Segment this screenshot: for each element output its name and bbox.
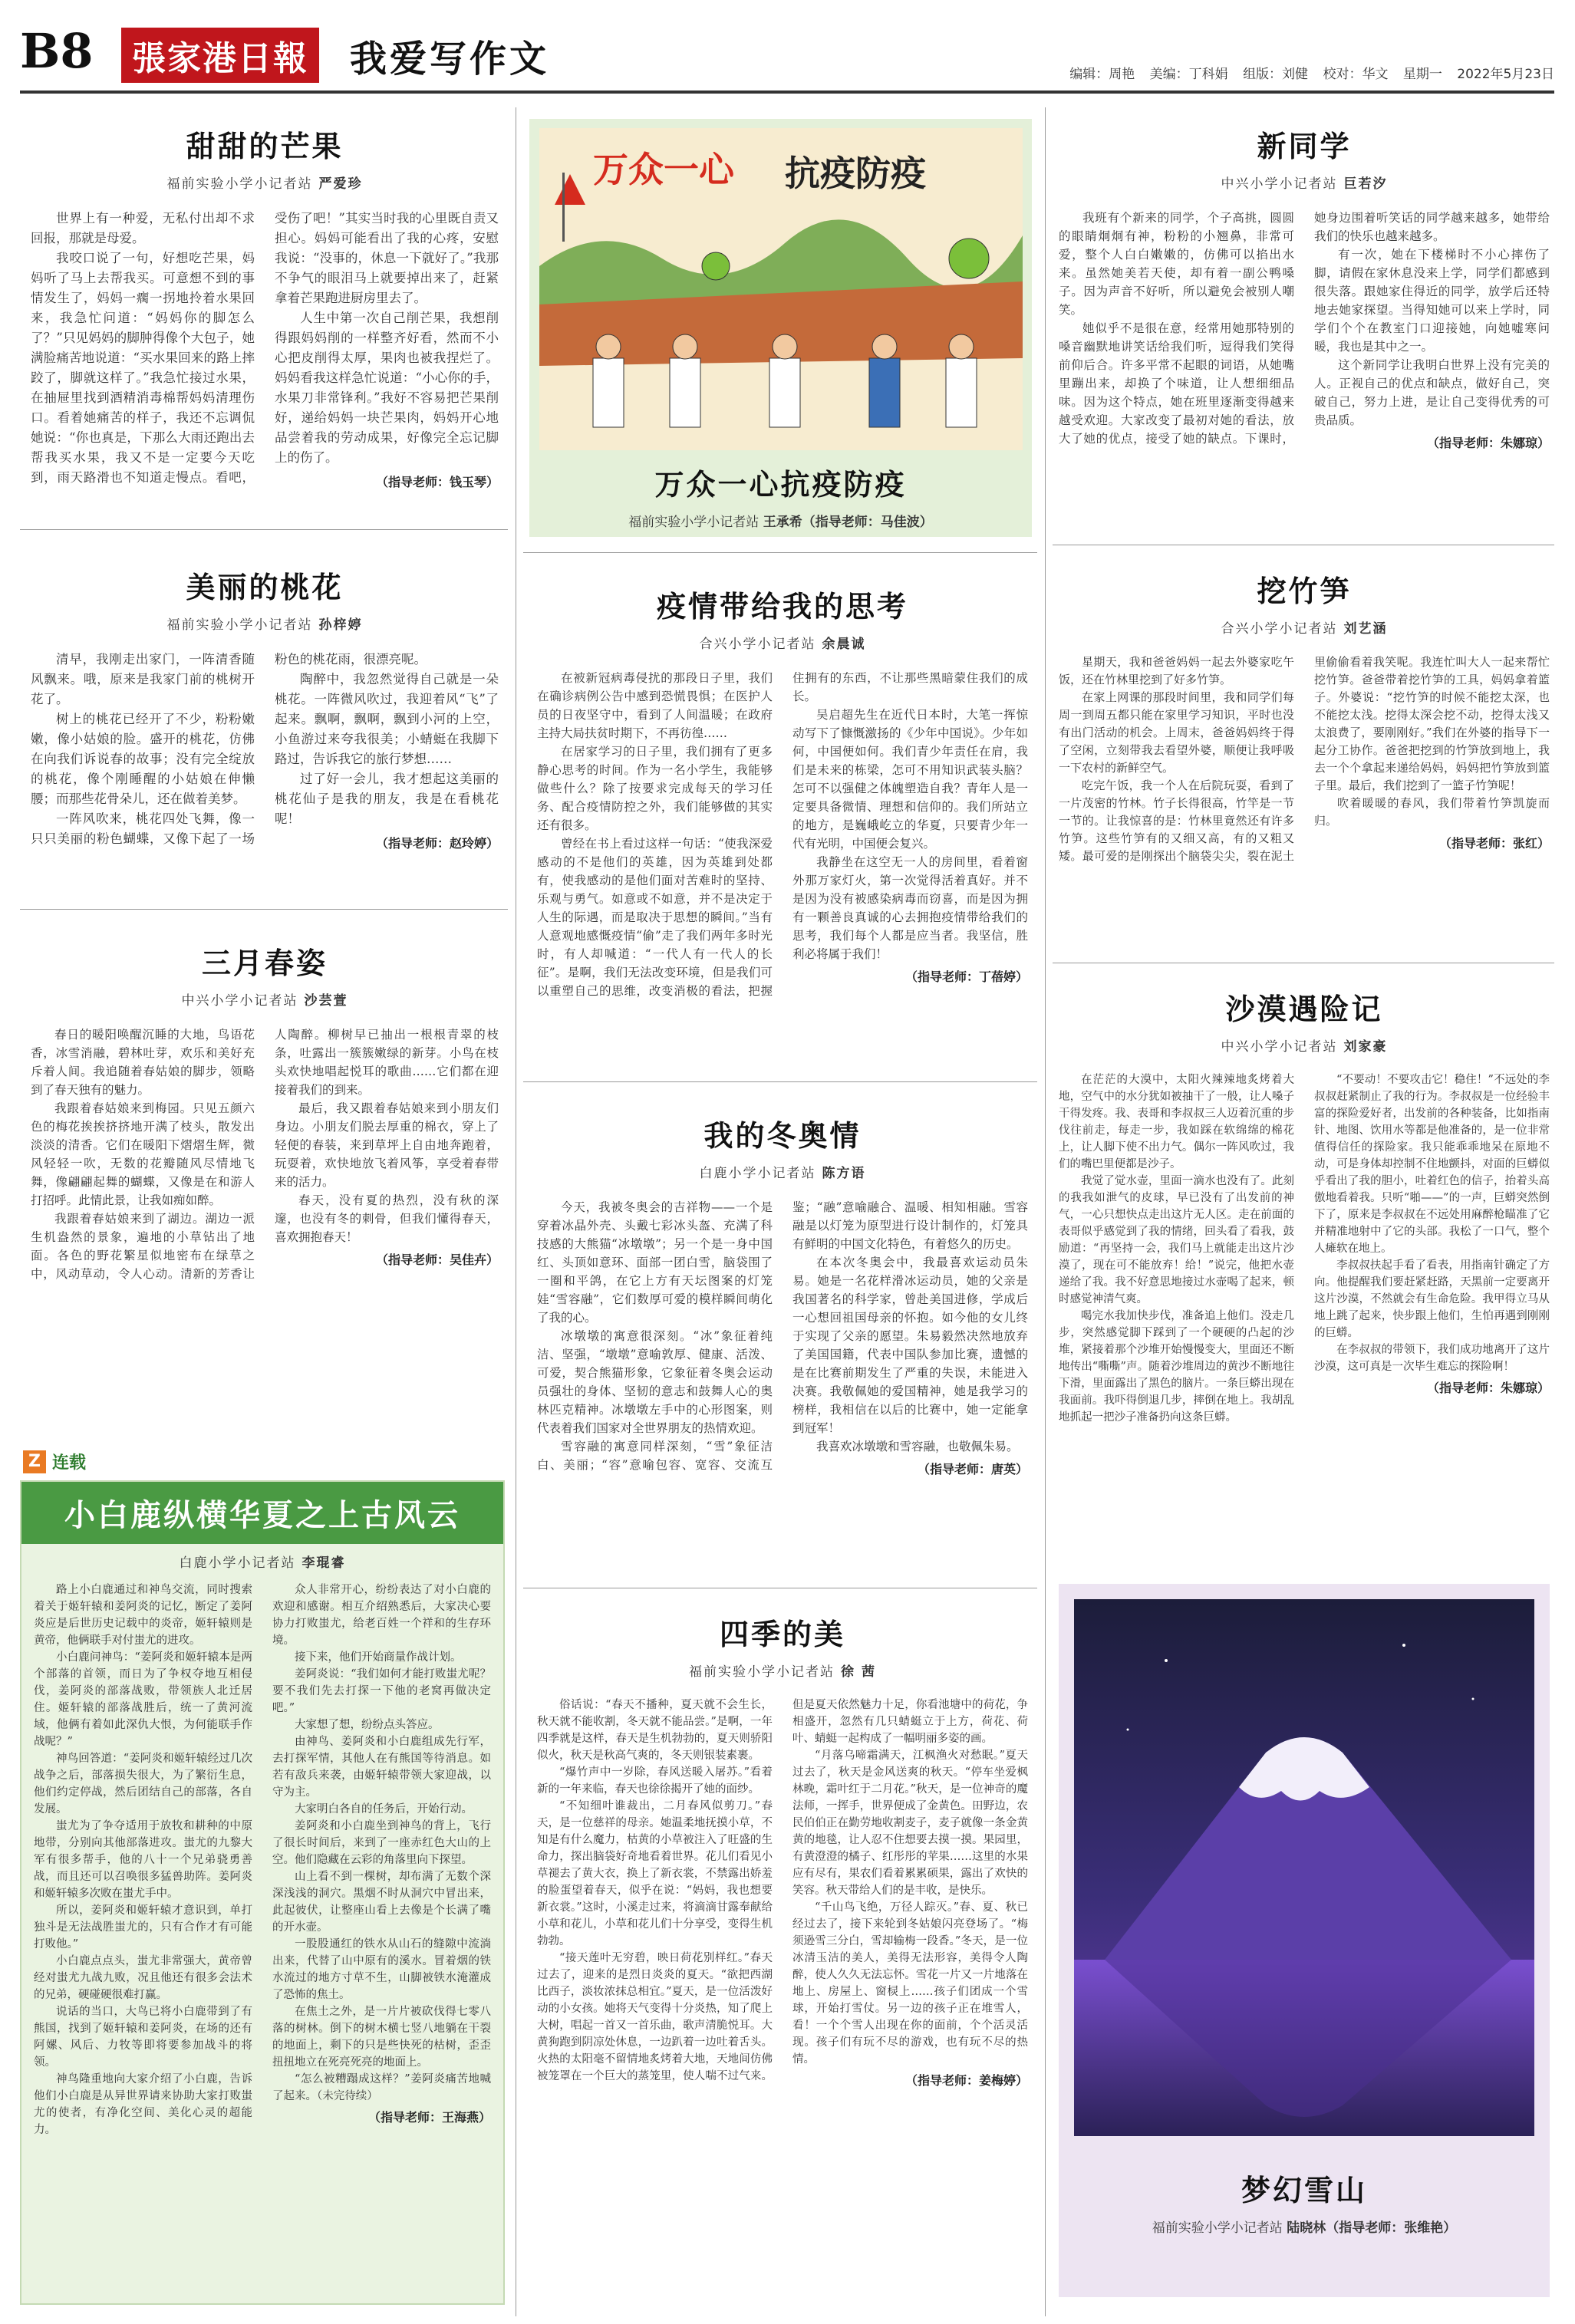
painting-snow-mountain-image xyxy=(1074,1599,1534,2136)
article-classmate xyxy=(1059,123,1550,453)
article-body: 在茫茫的大漠中，太阳火辣辣地炙烤着大地，空气中的水分犹如被抽干了一般，让人嗓子干得发疼。我、表哥和李叔叔三人迈着沉重的步伐往前走，每走一步，我如踩在软绵绵的棉花上，让人脚下使不出力气。偶尔一阵风吹过，我们的嘴巴里便都是沙子。 我觉了觉水壶，里面一滴水也没有了。此刻的我我如泄气的皮球，早已没有了出发前的神气，一心只想快点走出这片无人区。走在前面的表哥似乎感觉到了我的情绪，回头看了看我，鼓励道：“再坚持一会，我们马上就能走出这片沙漠了，现在可不能放弃！给！”说完，他把水壶递给了我。我不好意思地接过水壶喝了起来，顿时感觉神清气爽。 喝完水我加快步伐，准备追上他们。没走几步，突然感觉脚下踩到了一个硬硬的凸起的沙堆，紧接着那个沙堆开始慢慢变大，里面还不断地传出“嘶嘶”声。随着沙堆周边的黄沙不断地往下滑，里面露出了黑色的脑片。一条巨蟒出现在我面前。我吓得倒退几步，摔倒在地上。我胡乱地抓起一把沙子准备扔向这条巨蟒。 “不要动！不要攻击它！稳住！”不远处的李叔叔赶紧制止了我的行为。李叔叔是一位经验丰富的探险爱好者，出发前的各种装备，比如指南针、地图、饮用水等都是他准备的，是一位非常值得信任的探险家。我只能乖乖地呆在原地不动，可是身体却控制不住地颤抖，对面的巨蟒似乎看出了我的胆小，吐着红色的信子，抬着头高傲地看着我。只听“啪——”的一声，巨蟒突然倒下了，原来是李叔叔在不远处用麻醉枪瞄准了它并精准地射中了它的头部。我松了一口气，整个人瘫软在地上。 李叔叔扶起手看了看表，用指南针确定了方向。他提醒我们要赶紧赶路，天黑前一定要离开这片沙漠，不然就会有生命危险。我甲得立马从地上跳了起来，快步跟上他们，生怕再遇到刚刚的巨蟒。 在李叔叔的带领下，我们成功地离开了这片沙漠，这可真是一次毕生难忘的探险啊！ （指导老师：朱娜琼） xyxy=(1059,1074,1550,1424)
header-rule xyxy=(20,91,1554,94)
article-title: 疫情带给我的思考 xyxy=(656,589,908,624)
serial-tag-label: 连载 xyxy=(52,1453,87,1473)
editor: 编辑：周艳 xyxy=(1069,67,1135,82)
issue-date: 2022年5月23日 xyxy=(1457,67,1554,82)
article-byline: 合兴小学小记者站 余晨诚 xyxy=(699,637,866,652)
painting-panel-epidemic xyxy=(529,119,1032,537)
article-title: 三月春姿 xyxy=(201,946,328,980)
teacher-credit: （指导老师：王海燕） xyxy=(367,2110,491,2125)
teacher-credit: （指导老师：朱娜琼） xyxy=(1426,1381,1550,1395)
row-divider xyxy=(20,529,508,530)
proofreader: 校对：华文 xyxy=(1323,67,1389,82)
layout-editor: 组版：刘健 xyxy=(1243,67,1309,82)
row-divider xyxy=(523,552,1037,553)
serial-article xyxy=(20,1480,505,2305)
article-byline: 中兴小学小记者站 巨若汐 xyxy=(1221,176,1388,192)
article-body: 我班有个新来的同学，个子高挑，圆圆的眼睛炯炯有神，粉粉的小翘鼻，非常可爱，整个人白白嫩嫩的，仿佛可以掐出水来。虽然她美若天使，却有着一副公鸭嗓子。因为声音不好听，所以避免会被别人嘲笑。 她似乎不是很在意，经常用她那特别的嗓音幽默地讲笑话给我们听，逗得我们笑得前仰后合。许多平常不起眼的词语，从她嘴里蹦出来，却换了个味道，让人想细细品味。因为这个特点，她在班里逐渐变得越来越受欢迎。大家改变了最初对她的看法，放大了她的优点，接受了她的缺点。下课时，她身边围着听笑话的同学越来越多，她带给我们的快乐也越来越多。 有一次，她在下楼梯时不小心摔伤了脚，请假在家休息没来上学，同学们都感到很失落。跟她家住得近的同学，放学后还特地去她家探望。当得知她可以来上学时，同学们个个在教室门口迎接她，向她嘘寒问暖，我也是其中之一。 这个新同学让我明白世界上没有完美的人。正视自己的优点和缺点，做好自己，突破自己，努力上进，是让自己变得优秀的可贵品质。 （指导老师：朱娜琼） xyxy=(1059,209,1550,453)
editor-credits xyxy=(1059,63,1554,82)
article-body: 清早，我刚走出家门，一阵清香随风飘来。哦，原来是我家门前的桃树开花了。 树上的桃花已经开了不少，粉粉嫩嫩，像小姑娘的脸。盛开的桃花，仿佛在向我们诉说春的故事；没有完全绽放的桃花，像个刚睡醒的小姑娘在伸懒腰；而那些花骨朵儿，还在做着美梦。 一阵风吹来，桃花四处飞舞，像一只只美丽的粉色蝴蝶，又像下起了一场粉色的桃花雨，很漂亮呢。 陶醉中，我忽然觉得自己就是一朵桃花。一阵微风吹过，我迎着风“飞”了起来。飘啊，飘啊，飘到小河的上空，小鱼游过来夸我很美；小蜻蜓在我脚下路过，告诉我它的旅行梦想…… 过了好一会儿，我才想起这美丽的桃花仙子是我的朋友，我是在看桃花呢！ （指导老师：赵玲婷） xyxy=(31,650,499,854)
article-byline: 福前实验小学小记者站 严爱珍 xyxy=(166,176,363,192)
painting-title: 万众一心抗疫防疫 xyxy=(654,467,907,502)
row-divider xyxy=(523,1081,1037,1082)
masthead xyxy=(20,23,1554,84)
article-byline: 中兴小学小记者站 刘家豪 xyxy=(1221,1039,1388,1055)
article-title: 四季的美 xyxy=(719,1617,845,1651)
article-body: 在被新冠病毒侵扰的那段日子里，我们在确诊病例公告中感到恐慌畏惧；在医护人员的日夜坚守中，看到了人间温暖；在政府主持大局扶贫时期下，不再彷徨…… 在居家学习的日子里，我们拥有了更多静心思考的时间。作为一名小学生，我能够做些什么？除了按要求完成每天的学习任务、配合疫情防控之外，我们能够做的其实还有很多。 曾经在书上看过这样一句话：“使我深爱感动的不是他们的英雄，因为英雄到处都有，使我感动的是他们面对苦难时的坚持、乐观与勇气。如意或不如意，并不是决定于人生的际遇，而是取决于思想的瞬间。”当有人意观地感慨疫情“偷”走了我们两年多时光时，有人却喊道：“一代人有一代人的长征”。是啊，我们无法改变环境，但是我们可以重塑自己的思维，改变消极的看法，把握住拥有的东西，不让那些黑暗蒙住我们的成长。 吴启超先生在近代日本时，大笔一挥惊动写下了慷慨激扬的《少年中国说》。少年如何，中国便如何。我们青少年责任在肩，我们是未来的栋梁，怎可不用知识武装头脑？怎可不以强健之体魄塑造自我？青年人是一定要具备微情、理想和信仰的。我们所站立的地方，是巍峨屹立的华夏，只要青少年一代有光明，中国便会复兴。 我静坐在这空无一人的房间里，看着窗外那万家灯火，第一次觉得活着真好。并不是因为没有被感染病毒而窃喜，而是因为拥有一颗善良真诚的心去拥抱疫情带给我们的思考，我们每个人都是应当者。我坚信，胜利必将属于我们！ （指导老师：丁蓓婷） xyxy=(537,671,1028,998)
serial-title: 小白鹿纵横华夏之上古风云 xyxy=(21,1482,503,1544)
article-byline: 白鹿小学小记者站 李琨睿 xyxy=(179,1555,346,1571)
section-title: 我爱写作文 xyxy=(350,38,550,81)
article-epidemic xyxy=(537,583,1028,1000)
article-body: 路上小白鹿通过和神鸟交流，同时搜索着关于姬轩辕和姜阿炎的记忆，断定了姜阿炎应是后世历史记载中的炎帝，姬轩辕则是黄帝，他俩联手对付蚩尤的进攻。 小白鹿问神鸟：“姜阿炎和姬轩辕本是两个部落的首领，而日为了争权夺地互相侵伐，姜阿炎的部落战败，带领族人北迁居住。姬轩辕的部落战胜后，统一了黄河流域，他俩有着如此深仇大恨，为何能联手作战呢？” 神鸟回答道：“姜阿炎和姬轩辕经过几次战争之后，部落损失很大，为了繁衍生息，他们约定停战，然后团结自己的部落，各自发展。 蚩尤为了争夺适用于放牧和耕种的中原地带，分别向其他部落进攻。蚩尤的九黎大军有很多帮手，他的八十一个兄弟骁勇善战，而且还可以召唤很多猛兽助阵。姜阿炎和姬轩辕多次败在蚩尤手中。 所以，姜阿炎和姬轩辕才意识到，单打独斗是无法战胜蚩尤的，只有合作才有可能打败他。” 小白鹿点点头，蚩尤非常强大，黄帝曾经对蚩尤九战九败，况且他还有很多会法术的兄弟，硬碰硬很难打赢。 说话的当口，大鸟已将小白鹿带到了有熊国，找到了姬轩辕和姜阿炎，在场的还有阿嫘、风后、力牧等即将要参加战斗的将领。 神鸟隆重地向大家介绍了小白鹿，告诉他们小白鹿是从异世界请来协助大家打败蚩尤的使者，有净化空间、美化心灵的超能力。 众人非常开心，纷纷表达了对小白鹿的欢迎和感谢。相互介绍熟悉后，大家决心要协力打败蚩尤，给老百姓一个祥和的生存环境。 接下来，他们开始商量作战计划。 姜阿炎说：“我们如何才能打败蚩尤呢？要不我们先去打探一下他的老窝再做决定吧。” 大家想了想，纷纷点头答应。 由神鸟、姜阿炎和小白鹿组成先行军，去打探军情，其他人在有熊国等待消息。如若有敌兵来袭，由姬轩辕带领大家迎战，以守为主。 大家明白各自的任务后，开始行动。 姜阿炎和小白鹿坐到神鸟的背上，飞行了很长时间后，来到了一座赤红色大山的上空。他们隐藏在云彩的角落里向下探望。 山上看不到一棵树，却布满了无数个深深浅浅的洞穴。黑烟不时从洞穴中冒出来，此起彼伏，让整座山看上去像是个长满了嘴的开水壶。 一股股通红的铁水从山石的缝隙中流淌出来，代替了山中原有的溪水。冒着烟的铁水流过的地方寸草不生，山脚被铁水淹灌成了恐怖的焦土。 在焦土之外，是一片片被砍伐得七零八落的树林。倒下的树木横七竖八地躺在干裂的地面上，剩下的只是些快死的枯树，歪歪扭扭地立在死亮死亮的地面上。 “怎么被糟蹋成这样？”姜阿炎痛苦地喊了起来。（未完待续） （指导老师：王海燕） xyxy=(34,1584,491,2136)
article-seasons xyxy=(537,1611,1028,2089)
article-title: 美丽的桃花 xyxy=(186,570,344,604)
painting-epidemic-image xyxy=(539,128,1023,450)
article-title: 新同学 xyxy=(1257,129,1352,163)
article-bamboo xyxy=(1059,568,1550,865)
article-byline: 白鹿小学小记者站 陈方语 xyxy=(699,1166,866,1181)
article-body: 星期天，我和爸爸妈妈一起去外婆家吃午饭，还在竹林里挖到了好多竹笋。 在家上网课的那段时间里，我和同学们每周一到周五都只能在家里学习知识，平时也没有出门活动的机会。上周末，爸爸妈妈终于得了空闲，立刻带我去看望外婆，顺便让我呼吸一下农村的新鲜空气。 吃完午饭，我一个人在后院玩耍，看到了一片茂密的竹林。竹子长得很高，竹竿是一节一节的。让我惊喜的是：竹林里竟然还有许多竹笋。这些竹笋有的又细又高，有的又粗又矮。最可爱的是刚探出个脑袋尖尖，裂在泥土里偷偷看着我笑呢。我连忙叫大人一起来帮忙挖竹笋。爸爸带着挖竹笋的工具，妈妈拿着篮子。外婆说：“挖竹笋的时候不能挖太深，也不能挖太浅。挖得太深会挖不动，挖得太浅又太浪费了，要刚刚好。”我们在外婆的指导下一起分工协作。爸爸把挖到的竹笋放到地上，我去一个个拿起来递给妈妈，妈妈把竹笋放到篮子里。最后，我们挖到了一篮子竹笋呢！ 吹着暖暖的春风，我们带着竹笋凯旋而归。 （指导老师：张红） xyxy=(1059,655,1550,863)
article-byline: 福前实验小学小记者站 孙梓婷 xyxy=(166,617,363,633)
row-divider xyxy=(20,909,508,910)
article-byline: 福前实验小学小记者站 徐 茜 xyxy=(689,1664,876,1680)
column-divider xyxy=(1045,107,1046,2316)
teacher-credit: （指导老师：张红） xyxy=(1438,836,1550,851)
designer: 美编：丁科娟 xyxy=(1149,67,1228,82)
painting-byline: 福前实验小学小记者站 王承希（指导老师：马佳波） xyxy=(628,515,933,530)
teacher-credit: （指导老师：姜梅婷） xyxy=(904,2073,1028,2088)
teacher-credit: （指导老师：赵玲婷） xyxy=(375,836,499,851)
serial-tag xyxy=(23,1450,86,1473)
article-title: 甜甜的芒果 xyxy=(186,129,344,163)
article-desert xyxy=(1059,986,1550,1426)
article-spring xyxy=(31,940,499,1283)
article-body: 俗话说：“春天不播种，夏天就不会生长，秋天就不能收割，冬天就不能品尝。”是啊，一年四季就是这样，春天是生机勃勃的，夏天则骄阳似火，秋天是秋高气爽的，冬天则银装素裹。 “爆竹声中一岁除，春风送暖入屠苏。”看着新的一年来临，春天也徐徐揭开了她的面纱。 “不知细叶谁裁出，二月春风似剪刀。”春天，是一位慈祥的母亲。她温柔地抚摸小草，不知是有什么魔力，枯黄的小草被注入了旺盛的生命力，探出脑袋好奇地看着世界。花儿们看见小草褪去了黄大衣，换上了新衣裳，不禁露出娇羞的脸蛋望着春天，似乎在说：“妈妈，我也想要新衣裳。”这时，小溪走过来，将滴滴甘露奉献给小草和花儿，小草和花儿们十分享受，变得生机勃勃。 “接天莲叶无穷碧，映日荷花别样红。”春天过去了，迎来的是烈日炎炎的夏天。“欲把西湖比西子，淡妆浓抹总相宜。”夏天，是一位活泼好动的小女孩。她将天气变得十分炎热，知了爬上大树，唱起一首又一首乐曲，歌声清脆悦耳。大黄狗跑到阴凉处休息，一边趴着一边吐着舌头。火热的太阳毫不留情地炙烤着大地，天地间仿佛被笼罩在一个巨大的蒸笼里，使人喘不过气来。但是夏天依然魅力十足，你看池塘中的荷花，争相盛开，忽然有几只蜻蜓立于上方，荷花、荷叶、蜻蜓一起构成了一幅明丽多姿的画。 “月落乌啼霜满天，江枫渔火对愁眠。”夏天过去了，秋天是金风送爽的秋天。“停车坐爱枫林晚，霜叶红于二月花。”秋天，是一位神奇的魔法师，一挥手，世界便成了金黄色。田野边，农民伯伯正在勤劳地收割麦子，麦子就像一条金黄黄的地毯，让人忍不住想要去摸一摸。果园里，有黄澄澄的橘子、红彤彤的苹果……这里的水果应有尽有，果农们看着累累硕果，露出了欢快的笑容。秋天带给人们的是丰收，是快乐。 “千山鸟飞绝，万径人踪灭。”春、夏、秋已经过去了，接下来轮到冬姑娘闪亮登场了。“梅须逊雪三分白，雪却输梅一段香。”冬天，是一位冰清玉洁的美人，美得无法形容，美得令人陶醉，使人久久无法忘怀。雪花一片又一片地落在地上、房屋上、窗棂上……孩子们团成一个雪球，开始打雪仗。另一边的孩子正在堆雪人，看！一个个雪人出现在你的面前，个个活灵活现。孩子们有玩不尽的游戏，也有玩不尽的热情。 （指导老师：姜梅婷） xyxy=(537,1699,1028,2088)
article-mango xyxy=(31,123,499,492)
article-byline: 中兴小学小记者站 沙芸萱 xyxy=(181,993,348,1009)
newspaper-logo: 張家港日報 xyxy=(121,28,319,83)
teacher-credit: （指导老师：朱娜琼） xyxy=(1426,436,1550,450)
article-peach xyxy=(31,564,499,854)
teacher-credit: （指导老师：钱玉琴） xyxy=(375,475,499,489)
article-byline: 合兴小学小记者站 刘艺涵 xyxy=(1221,621,1388,637)
painting-byline: 福前实验小学小记者站 陆晓林（指导老师：张维艳） xyxy=(1152,2220,1457,2236)
painting-banner-right: 抗疫防疫 xyxy=(784,153,926,194)
serial-tag-icon: Z xyxy=(23,1450,46,1473)
article-body: 世界上有一种爱，无私付出却不求回报，那就是母爱。 我咬口说了一句，好想吃芒果，妈妈听了马上去帮我买。可意想不到的事情发生了，妈妈一瘸一拐地拎着水果回来，我急忙问道：“妈妈你的脚怎么了？”只见妈妈的脚肿得像个大包子，她满脸痛苦地说道：“买水果回来的路上摔跤了，脚就这样了。”我急忙接过水果，在抽屉里找到酒精消毒棉帮妈妈清理伤口。看着她痛苦的样子，我还不忘调侃她说：“你也真是，下那么大雨还跑出去帮我买水果，我又不是一定要今天吃到，雨天路滑也不知道走慢点。看吧，受伤了吧！”其实当时我的心里既自责又担心。妈妈可能看出了我的心疼，安慰我说：“没事的，休息一下就好了。”我那不争气的眼泪马上就要掉出来了，赶紧拿着芒果跑进厨房里去了。 人生中第一次自己削芒果，我想削得跟妈妈削的一样整齐好看，然而不小心把皮削得太厚，果肉也被我捏烂了。妈妈看我这样急忙说道：“小心你的手，水果刀非常锋利。”我好不容易把芒果削好，递给妈妈一块芒果肉，妈妈开心地品尝着我的劳动成果，好像完全忘记脚上的伤了。 （指导老师：钱玉琴） xyxy=(31,209,499,492)
painting-banner-left: 万众一心 xyxy=(592,149,734,190)
painting-title: 梦幻雪山 xyxy=(1241,2173,1367,2207)
article-title: 挖竹笋 xyxy=(1257,574,1352,608)
article-body: 今天，我被冬奥会的吉祥物——一个是穿着冰晶外壳、头戴七彩冰头盔、充满了科技感的大熊猫“冰墩墩”；另一个是一身中国红、头顶如意环、面部一团白雪，脑袋围了一圈和平鸽，在它上方有天坛图案的灯笼娃“雪容融”，它们数厚可爱的模样瞬间萌化了我的心。 冰墩墩的寓意很深刻。“冰”象征着纯洁、坚强，“墩墩”意喻敦厚、健康、活泼、可爱，契合熊猫形象，它象征着冬奥会运动员强壮的身体、坚韧的意志和鼓舞人心的奥林匹克精神。冰墩墩左手中的心形图案，则代表着我们国家对全世界朋友的热情欢迎。 雪容融的寓意同样深刻，“雪”象征洁白、美丽；“容”意喻包容、宽容、交流互鉴；“融”意喻融合、温暖、相知相融。雪容融是以灯笼为原型进行设计制作的，灯笼具有鲜明的中国文化特色，有着悠久的历史。 在本次冬奥会中，我最喜欢运动员朱易。她是一名花样滑冰运动员，她的父亲是我国著名的科学家，曾赴美国进修，学成后一心想回祖国母亲的怀抱。如今他的女儿终于实现了父亲的愿望。朱易毅然决然地放弃了美国国籍，代表中国队参加比赛，遗憾的是在比赛前期发生了严重的失误，未能进入决赛。我敬佩她的爱国精神，她是我学习的榜样，我相信在以后的比赛中，她一定能拿到冠军！ 我喜欢冰墩墩和雪容融，也敬佩朱易。 （指导老师：唐英） xyxy=(537,1198,1028,1479)
weekday: 星期一 xyxy=(1402,67,1442,82)
article-title: 沙漠遇险记 xyxy=(1225,992,1383,1026)
page-number: B8 xyxy=(20,23,94,79)
painting-panel-snow-mountain xyxy=(1059,1584,1550,2297)
teacher-credit: （指导老师：吴佳卉） xyxy=(375,1253,499,1267)
teacher-credit: （指导老师：唐英） xyxy=(917,1462,1028,1476)
article-title: 我的冬奥情 xyxy=(703,1118,862,1153)
article-body: 春日的暖阳唤醒沉睡的大地，鸟语花香，冰雪消融，碧林吐芽，欢乐和美好充斥着人间。我追随着春姑娘的脚步，领略到了春天独有的魅力。 我跟着春姑娘来到梅园。只见五颜六色的梅花挨挨挤挤地开满了枝头，散发出淡淡的清香。它们在暖阳下熠熠生辉，微风轻轻一吹，无数的花瓣随风尽情地飞舞，像翩翩起舞的蝴蝶，又像是在和游人打招呼。此情此景，让我如痴如醉。 我跟着春姑娘来到了湖边。湖边一派生机盎然的景象，遍地的小草钻出了地面。各色的野花繁星似地密布在绿草之中，风动草动，令人心动。清新的芳香让人陶醉。柳树早已抽出一根根青翠的枝条，吐露出一簇簇嫩绿的新芽。小鸟在枝头欢快地唱起悦耳的歌曲……它们都在迎接着我们的到来。 最后，我又跟着春姑娘来到小朋友们身边。小朋友们脱去厚重的棉衣，穿上了轻便的春装，来到草坪上自由地奔跑着，玩耍着，欢快地放飞着风筝，享受着春带来的活力。 春天，没有夏的热烈，没有秋的深邃，也没有冬的刺骨，但我们懂得春天，喜欢拥抱春天！ （指导老师：吴佳卉） xyxy=(31,1028,499,1281)
article-olympics xyxy=(537,1112,1028,1479)
teacher-credit: （指导老师：丁蓓婷） xyxy=(904,969,1028,984)
